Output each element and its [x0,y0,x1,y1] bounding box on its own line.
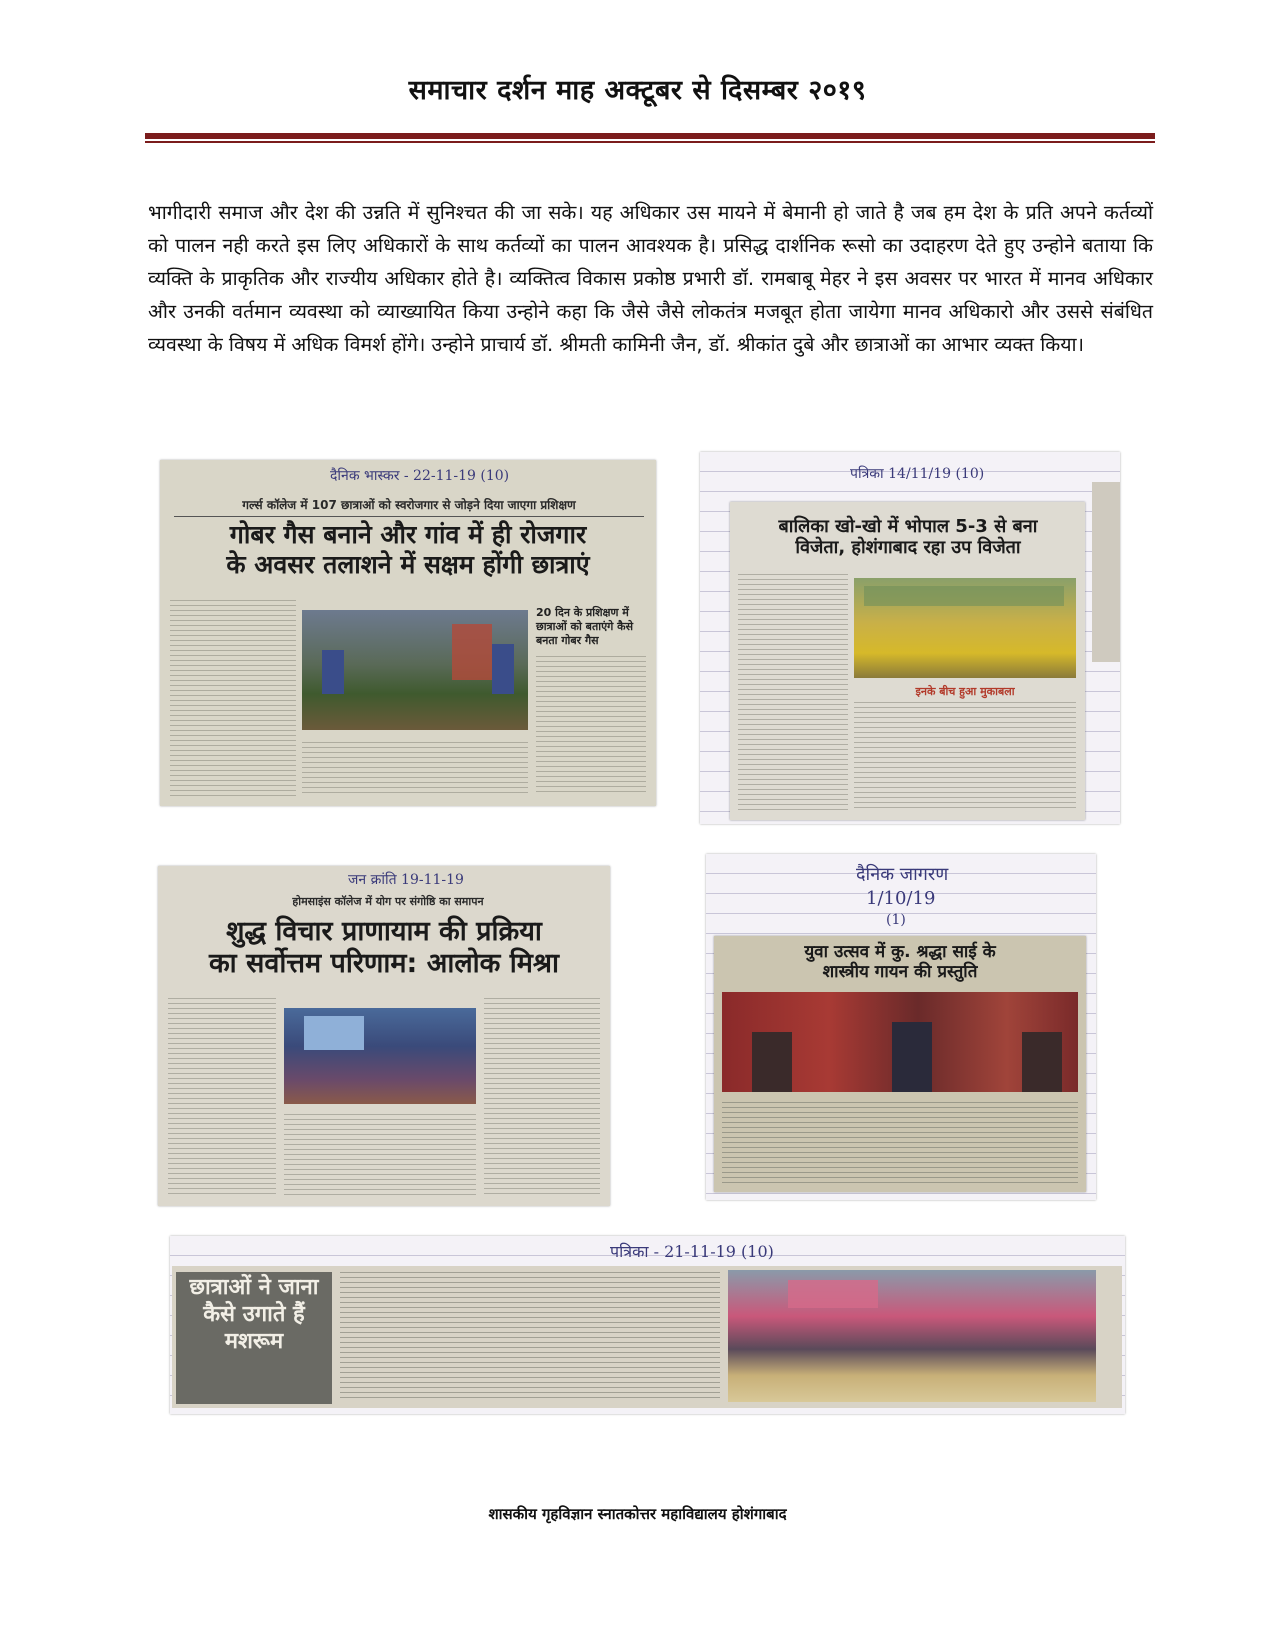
clipping-paper [730,502,1085,820]
body-paragraph: भागीदारी समाज और देश की उन्नति में सुनिश्चत की जा सके। यह अधिकार उस मायने में बेमानी हो जाते है जब हम देश के प्रति अपने कर्तव्यों को पालन नही करते इस लिए अधिकारों के साथ कर्तव्यों का पालन आवश्यक है। प्रसिद्ध दार्शनिक रूसो का उदाहरण देते हुए उन्होने बताया कि व्यक्ति के प्राकृतिक और राज्यीय अधिकार होते है। व्यक्तित्व विकास प्रकोष्ठ प्रभारी डॉ. रामबाबू मेहर ने इस अवसर पर भारत में मानव अधिकार और उनकी वर्तमान व्यवस्था को व्याख्यायित किया उन्होने कहा कि जैसे जैसे लोकतंत्र मजबूत होता जायेगा मानव अधिकारो और उससे संबंधित व्यवस्था के विषय में अधिक विमर्श होंगे। उन्होने प्राचार्य डॉ. श्रीमती कामिनी जैन, डॉ. श्रीकांत दुबे और छात्राओं का आभार व्यक्त किया। [148,201,1153,356]
side-headline: छात्राओं ने जाना कैसे उगाते हैं मशरूम [176,1272,332,1404]
clipping-handwritten-note: पत्रिका 14/11/19 (10) [850,466,985,482]
news-clipping-kho-kho [700,452,1120,824]
students-field-photo [302,610,528,730]
clipping-handwritten-note: दैनिक भास्कर - 22-11-19 (10) [330,468,510,484]
handwritten-date: 1/10/19 [866,888,936,909]
team-photo [854,578,1076,678]
title-divider-thick [145,133,1155,139]
clipping-handwritten-note: जन क्रांति 19-11-19 [348,872,464,888]
clipping-paper [714,936,1086,1192]
footer-institution: शासकीय गृहविज्ञान स्नातकोत्तर महाविद्यालय होशंगाबाद [488,1505,787,1523]
seminar-photo [284,1008,476,1104]
clipping-headline [164,916,604,980]
handwritten-page: (1) [886,912,906,928]
clipping-handwritten-note: पत्रिका - 21-11-19 (10) [610,1242,774,1261]
headline-part-1: शुद्ध विचार प्राणायाम की प्रक्रिया [226,916,542,947]
clipping-paper [172,1266,1122,1408]
news-clipping-gobar-gas [160,460,656,806]
column-text [484,998,600,1196]
column-text [168,998,276,1196]
page-title: समाचार दर्शन माह अक्टूबर से दिसम्बर २०१९ [408,75,867,106]
photo-caption: इनके बीच हुआ मुकाबला [915,685,1015,698]
headline-line-2: विजेता, होशंगाबाद रहा उप विजेता [795,537,1021,559]
headline-line-1: बालिका खो-खो में भोपाल 5-3 से बना [778,516,1038,537]
handwritten-paper-name: दैनिक जागरण [856,864,949,885]
column-text [284,1114,476,1196]
headline-line-1: युवा उत्सव में कु. श्रद्धा साई के [804,942,996,962]
headline-line-2: के अवसर तलाशने में सक्षम होंगी छात्राएं [226,549,590,579]
mushroom-training-photo [728,1270,1096,1402]
news-clipping-yuva-utsav [706,854,1096,1200]
column-text [340,1272,720,1400]
news-clipping-yoga [158,866,610,1206]
title-divider-thin [145,141,1155,143]
sidebar-note: 20 दिन के प्रशिक्षण में छात्राओं को बताएंगे कैसे बनता गोबर गैस [536,606,634,647]
column-text [854,702,1076,810]
headline-part-2: का सर्वोत्तम परिणाम: आलोक मिश्रा [208,947,560,979]
column-text [302,742,528,796]
headline-line-2: शास्त्रीय गायन की प्रस्तुति [822,962,978,983]
headline-line-1: गोबर गैस बनाने और गांव में ही रोजगार [229,520,587,549]
column-text [722,1102,1078,1184]
column-text [536,656,646,796]
clipping-headline [168,520,648,579]
performance-photo [722,992,1078,1092]
column-text [738,574,848,810]
adjacent-clipping-edge [1092,482,1120,662]
clipping-kicker: होमसाइंस कॉलेज में योग पर संगोष्ठि का समापन [292,895,484,908]
clipping-kicker: गर्ल्स कॉलेज में 107 छात्राओं को स्वरोजगार से जोड़ने दिया जाएगा प्रशिक्षण [174,496,644,517]
clipping-headline [738,516,1078,558]
news-clipping-mushroom [170,1236,1125,1414]
column-text [170,600,296,796]
clipping-headline [720,942,1080,982]
